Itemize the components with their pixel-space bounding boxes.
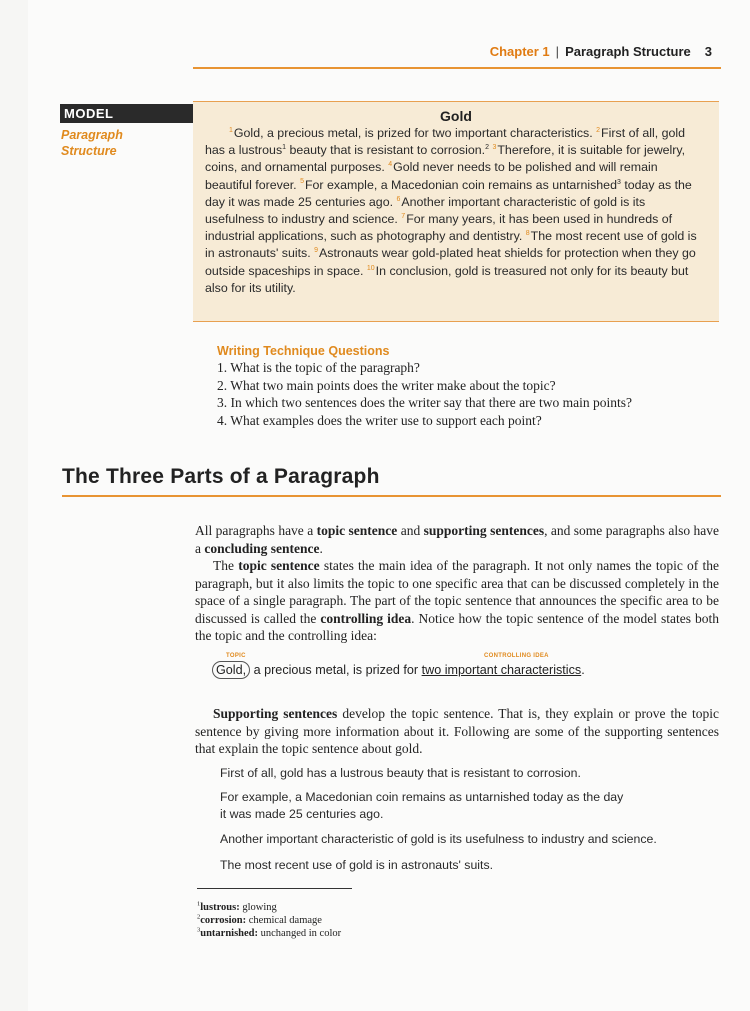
footnote-definition: unchanged in color <box>258 928 342 939</box>
model-sentence: Gold never needs to be polished and will remain beautiful forever. <box>205 160 658 192</box>
questions-title: Writing Technique Questions <box>217 344 390 358</box>
term-topic-sentence: topic sentence <box>238 558 320 573</box>
footnote-rule <box>197 888 352 889</box>
body-paragraph-3 <box>195 705 719 758</box>
sentence-number: 6 <box>396 195 401 203</box>
model-sentence: beauty that is resistant to corrosion. <box>286 143 486 158</box>
footnote-item <box>197 901 341 914</box>
question-item: 4. What examples does the writer use to support each point? <box>217 412 542 428</box>
model-sentence: The most recent use of gold is in astronauts' suits. <box>205 229 697 261</box>
sentence-number: 2 <box>596 126 601 134</box>
sentence-number: 5 <box>300 178 304 186</box>
sentence-number: 9 <box>314 247 319 255</box>
model-sentence: today as the day it was made 25 centuries ago. <box>205 177 692 209</box>
example-end: . <box>581 663 585 677</box>
footnote-mark: 2 <box>485 144 489 152</box>
sentence-number: 4 <box>388 161 393 169</box>
model-sentence: In conclusion, gold is treasured not only for its beauty but also for its utility. <box>205 263 689 295</box>
supporting-sentence-2 <box>220 789 623 822</box>
footnote-item <box>197 914 341 927</box>
question-item: 2. What two main points does the writer make about the topic? <box>217 377 556 393</box>
footnote-mark: 1 <box>282 144 287 152</box>
chapter-label: Chapter 1 <box>489 44 550 59</box>
page-number: 3 <box>704 44 712 59</box>
model-subtitle <box>61 127 123 159</box>
text-run: , and some paragraphs also have a <box>195 523 719 556</box>
topic-label: TOPIC <box>226 653 246 659</box>
model-sentence: For example, a Macedonian coin remains as untarnished <box>304 177 617 192</box>
text-run: states the main idea of the paragraph. It not only names the topic of the paragraph, but it also limits the topic to one specific area that can be discussed completely in the space of a single paragraph. The part of the topic sentence that announces the specific area to be discussed is called the <box>195 558 719 626</box>
section-label: Paragraph Structure <box>565 44 691 59</box>
question-item: 1. What is the topic of the paragraph? <box>217 360 420 375</box>
body-paragraph-2 <box>195 557 719 645</box>
footnote-term: corrosion: <box>200 915 247 926</box>
text-run: . Notice how the topic sentence of the model states both the topic and the controlling idea: <box>195 610 720 644</box>
footnote-item <box>197 927 341 940</box>
footnote-definition: glowing <box>239 902 277 913</box>
sentence-number: 1 <box>229 126 233 134</box>
model-tag: MODEL <box>60 104 205 123</box>
model-sentence: Therefore, it is suitable for jewelry, coins, and ornamental purposes. <box>205 143 686 175</box>
model-sentence: First of all, gold has a lustrous <box>205 126 686 158</box>
model-sentence: Astronauts wear gold-plated heat shields for protection when they go outside spaceships in space. <box>205 246 696 278</box>
text-run: The <box>213 558 239 573</box>
section-heading: The Three Parts of a Paragraph <box>62 465 380 488</box>
footnote-term: untarnished: <box>200 928 259 939</box>
model-title: Gold <box>440 108 472 124</box>
text-run: develop the topic sentence. That is, they explain or prove the topic sentence by giving more information about it. Following are some of the supporting sentences that explain the topic sentence about gold. <box>195 706 720 757</box>
sentence-number: 8 <box>525 230 530 238</box>
text-line: For example, a Macedonian coin remains as untarnished today as the day <box>220 790 624 804</box>
controlling-idea-label: CONTROLLING IDEA <box>484 653 549 659</box>
text-run: and <box>397 523 424 538</box>
questions-list <box>217 359 632 429</box>
footnote-mark: 3 <box>616 178 621 186</box>
model-sentence: Gold, a precious metal, is prized for two important characteristics. <box>233 126 597 140</box>
footnote-term: lustrous: <box>200 902 240 913</box>
model-sentence: For many years, it has been used in hundreds of industrial applications, such as photography and dentistry. <box>205 212 673 244</box>
term-controlling-idea: controlling idea <box>320 610 412 626</box>
header-separator: | <box>555 44 560 59</box>
term-supporting-sentences: Supporting sentences <box>213 706 338 721</box>
sentence-number: 3 <box>492 144 497 152</box>
text-run: . <box>319 540 323 556</box>
text-line: it was made 25 centuries ago. <box>220 806 384 821</box>
running-header <box>490 44 712 59</box>
question-item: 3. In which two sentences does the writer say that there are two main points? <box>217 395 632 410</box>
model-paragraph <box>205 125 701 297</box>
circled-topic: Gold, <box>212 661 250 679</box>
model-subtitle-line2: Structure <box>61 144 117 158</box>
footnote-definition: chemical damage <box>246 915 322 926</box>
supporting-sentence-4: The most recent use of gold is in astronauts' suits. <box>220 858 494 872</box>
sentence-number: 7 <box>401 212 406 220</box>
model-subtitle-line1: Paragraph <box>61 128 123 142</box>
text-run: All paragraphs have a <box>195 523 317 538</box>
footnote-number: 2 <box>197 913 201 921</box>
footnotes-list <box>197 901 341 940</box>
footnote-number: 3 <box>197 926 201 934</box>
example-topic-sentence <box>216 663 585 677</box>
example-middle: a precious metal, is prized for <box>250 663 422 677</box>
footnote-number: 1 <box>197 900 201 908</box>
term-supporting-sentences: supporting sentences <box>423 523 545 538</box>
model-paragraph-box <box>193 101 719 322</box>
supporting-sentence-1: First of all, gold has a lustrous beauty that is resistant to corrosion. <box>220 766 581 780</box>
supporting-sentence-3: Another important characteristic of gold is its usefulness to industry and science. <box>220 832 657 846</box>
textbook-page <box>28 0 750 1011</box>
body-paragraph-1 <box>195 522 719 557</box>
term-concluding-sentence: concluding sentence <box>204 540 320 556</box>
header-rule <box>193 67 721 69</box>
section-rule <box>62 495 721 497</box>
underlined-controlling-idea: two important characteristics <box>421 663 582 677</box>
term-topic-sentence: topic sentence <box>316 523 398 538</box>
model-sentence: Another important characteristic of gold is its usefulness to industry and science. <box>205 194 646 227</box>
sentence-number: 10 <box>366 264 375 272</box>
